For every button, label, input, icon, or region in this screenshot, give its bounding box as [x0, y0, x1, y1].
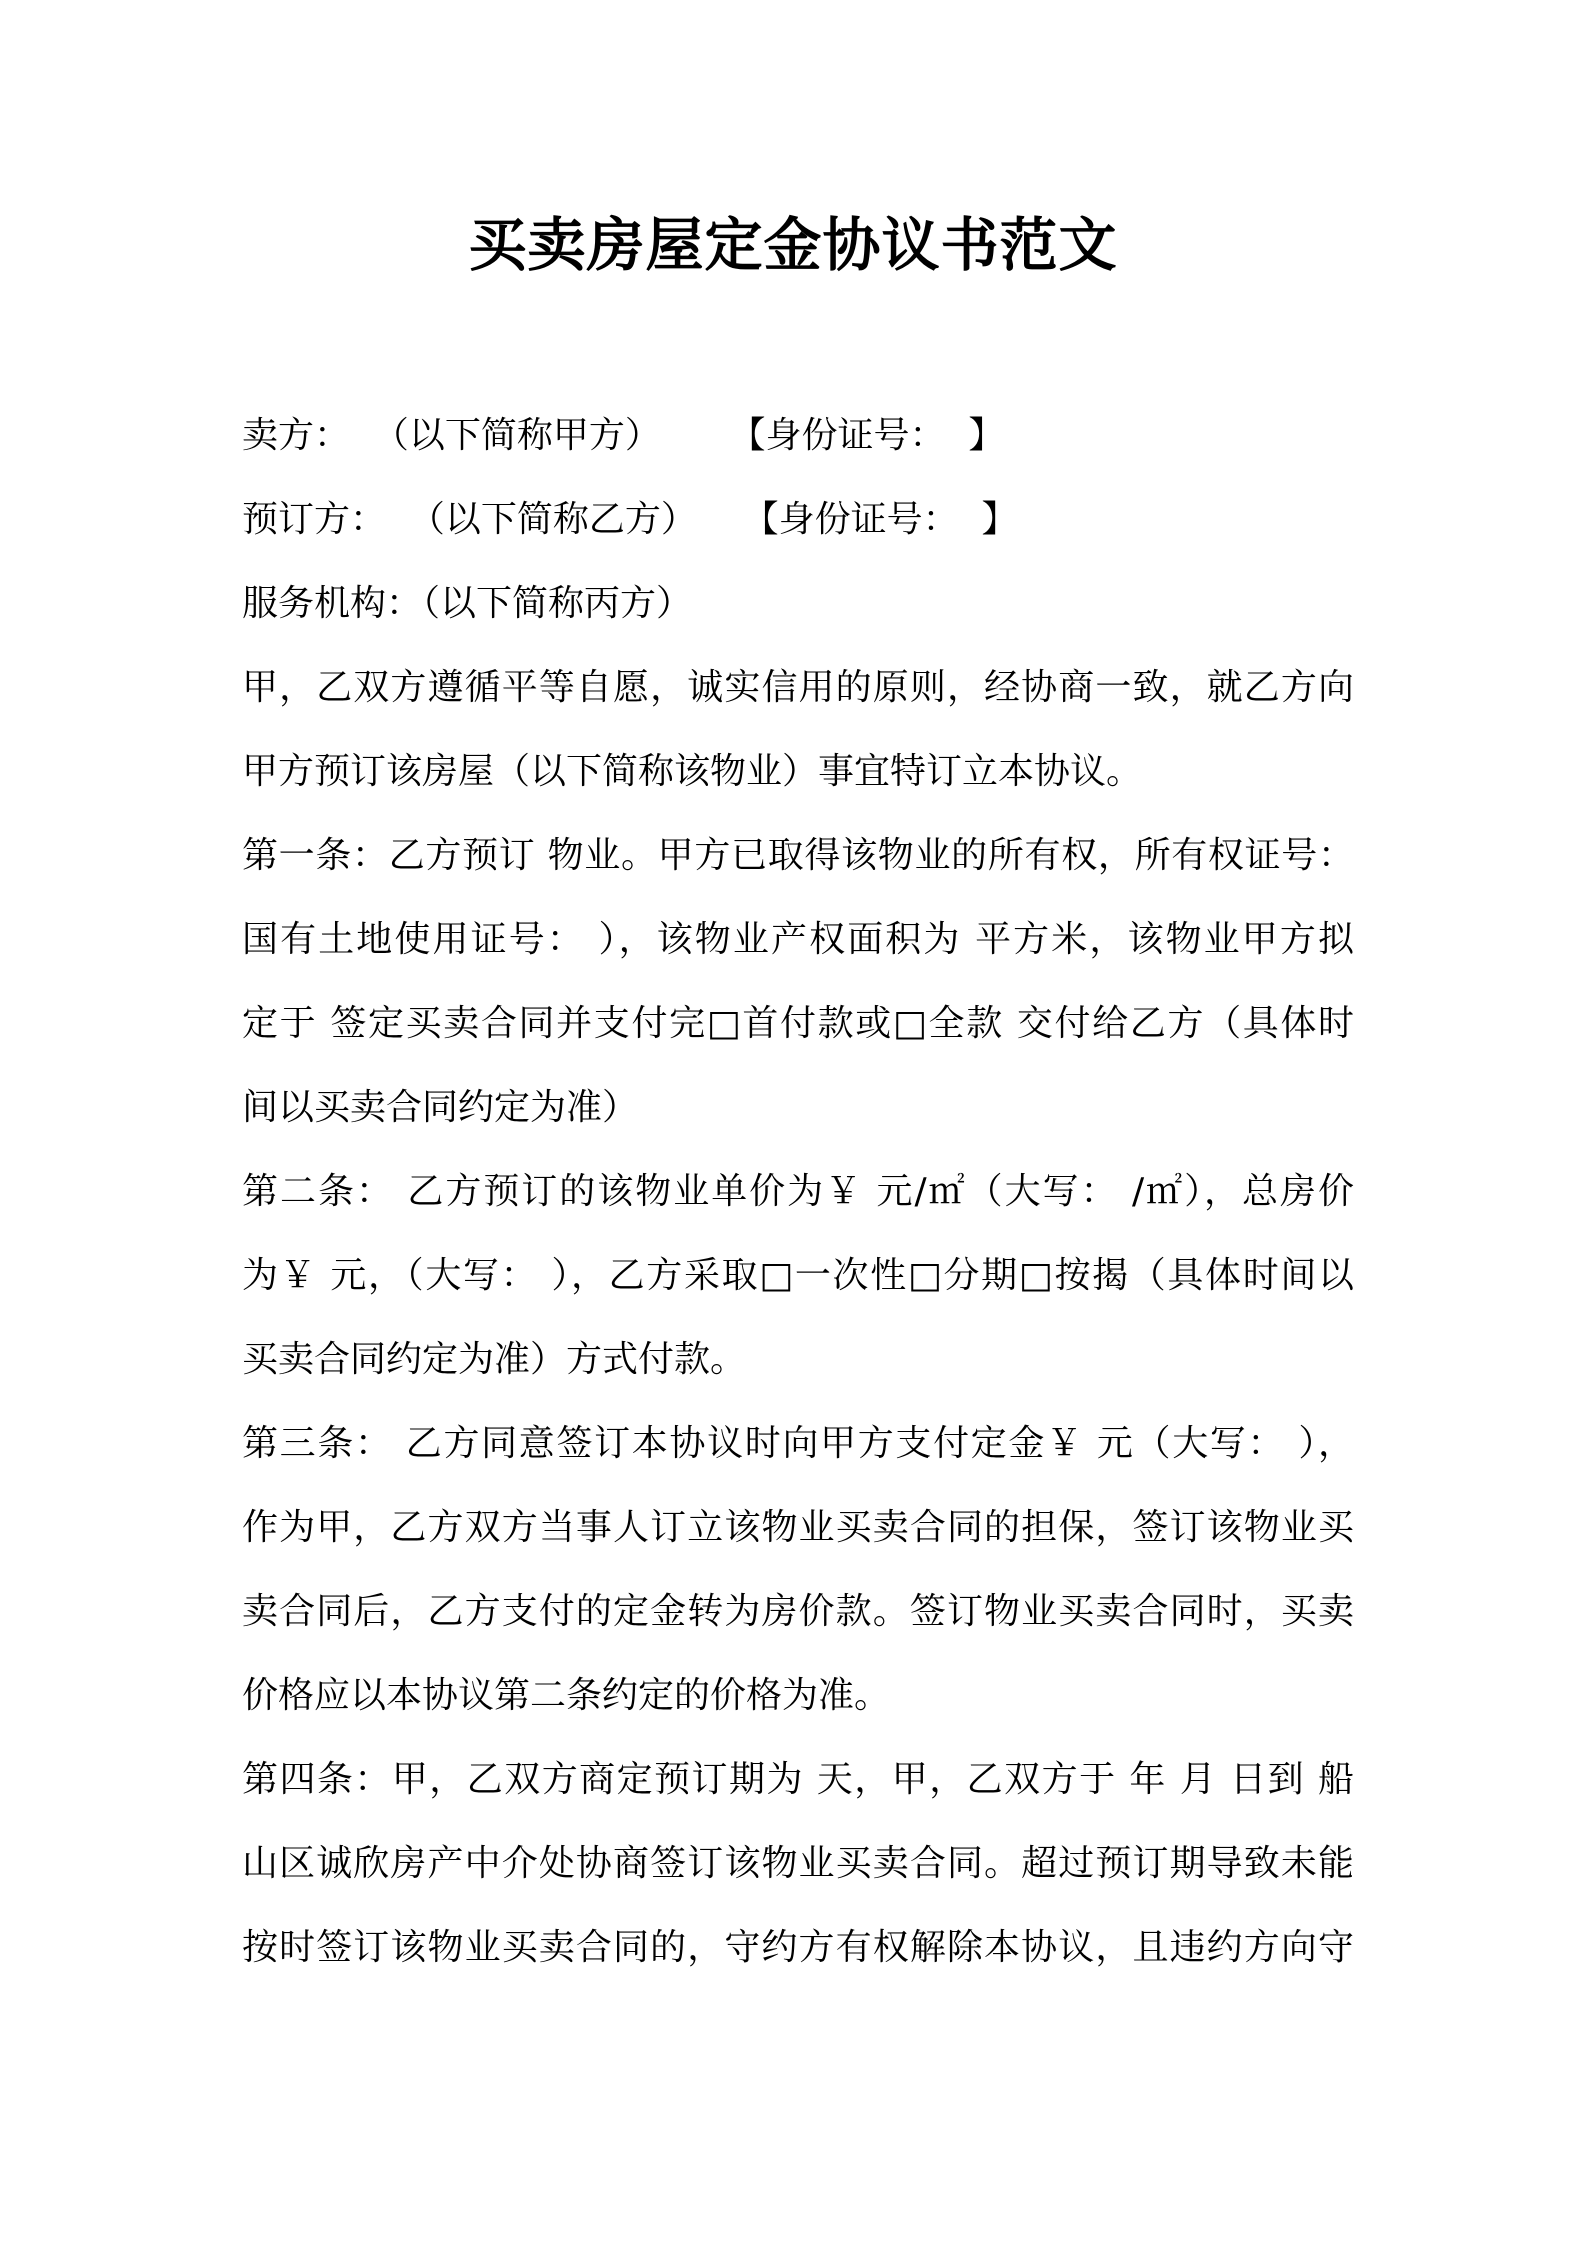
buyer-line: 预订方： （以下简称乙方） 【身份证号： 】 [242, 499, 1018, 540]
article-3-line: 卖合同后，乙方支付的定金转为房价款。签订物业买卖合同时，买卖 [242, 1591, 1354, 1632]
article-1-line: 定于 签定买卖合同并支付完□首付款或□全款 交付给乙方（具体时 [242, 1003, 1354, 1044]
agency-line: 服务机构：（以下简称丙方） [242, 583, 693, 624]
article-4-line: 山区诚欣房产中介处协商签订该物业买卖合同。超过预订期导致未能 [242, 1843, 1354, 1884]
article-2-line: 买卖合同约定为准）方式付款。 [242, 1339, 747, 1380]
article-3-line: 第三条： 乙方同意签订本协议时向甲方支付定金￥ 元（大写： ）， [242, 1423, 1354, 1464]
preamble-line: 甲，乙双方遵循平等自愿，诚实信用的原则，经协商一致，就乙方向 [242, 667, 1354, 708]
seller-line: 卖方： （以下简称甲方） 【身份证号： 】 [242, 415, 1005, 456]
article-2-line: 为￥ 元，（大写： ），乙方采取□一次性□分期□按揭（具体时间以 [242, 1255, 1354, 1296]
document-title: 买卖房屋定金协议书范文 [468, 211, 1118, 279]
article-1-line: 第一条：乙方预订 物业。甲方已取得该物业的所有权，所有权证号： [242, 835, 1354, 876]
article-4-line: 第四条：甲，乙双方商定预订期为 天，甲，乙双方于 年 月 日到 船 [242, 1759, 1354, 1800]
article-1-line: 间以买卖合同约定为准） [242, 1087, 639, 1128]
article-3-line: 作为甲，乙方双方当事人订立该物业买卖合同的担保，签订该物业买 [242, 1507, 1354, 1548]
article-1-line: 国有土地使用证号： ），该物业产权面积为 平方米，该物业甲方拟 [242, 919, 1354, 960]
article-3-line: 价格应以本协议第二条约定的价格为准。 [242, 1675, 891, 1716]
article-2-line: 第二条： 乙方预订的该物业单价为￥ 元/㎡（大写： /㎡），总房价 [242, 1171, 1354, 1212]
article-4-line: 按时签订该物业买卖合同的，守约方有权解除本协议，且违约方向守 [242, 1927, 1354, 1968]
preamble-line: 甲方预订该房屋（以下简称该物业）事宜特订立本协议。 [242, 751, 1143, 792]
